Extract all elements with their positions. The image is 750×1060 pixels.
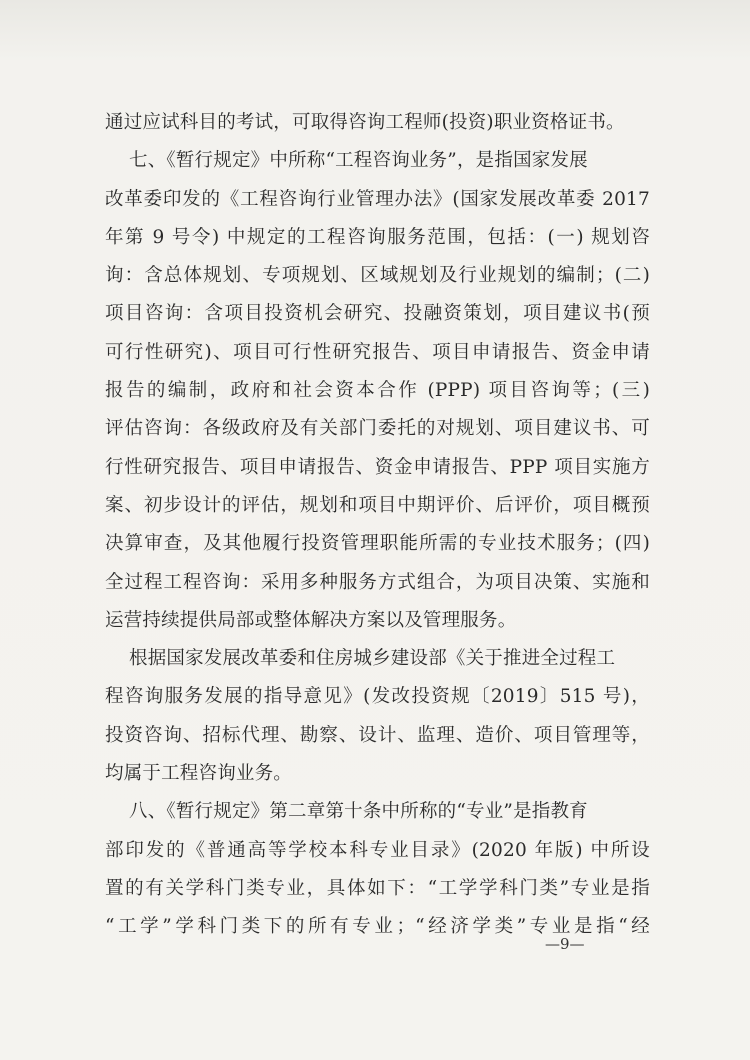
text-line: 报告的编制，政府和社会资本合作 (PPP) 项目咨询等；(三) [105, 380, 650, 402]
text-line: 案、初步设计的评估，规划和项目中期评价、后评价，项目概预 [105, 494, 650, 516]
paragraph-7-start: 七、《暂行规定》中所称“工程咨询业务”，是指国家发展 [129, 150, 588, 172]
text-line: 程咨询服务发展的指导意见》(发改投资规〔2019〕515 号)， [105, 686, 650, 708]
paragraph-8-start: 八、《暂行规定》第二章第十条中所称的“专业”是指教育 [129, 801, 588, 823]
document-body [105, 104, 650, 947]
page-number: —9— [545, 935, 585, 953]
paragraph-guidance-start: 根据国家发展改革委和住房城乡建设部《关于推进全过程工 [129, 648, 616, 670]
text-line: 可行性研究)、项目可行性研究报告、项目申请报告、资金申请 [105, 341, 650, 363]
text-line: 部印发的《普通高等学校本科专业目录》(2020 年版) 中所设 [105, 839, 650, 861]
text-line: 通过应试科目的考试，可取得咨询工程师(投资)职业资格证书。 [105, 112, 625, 133]
text-line: “工学”学科门类下的所有专业；“经济学类”专业是指“经 [105, 916, 650, 938]
text-line: 投资咨询、招标代理、勘察、设计、监理、造价、项目管理等， [105, 724, 650, 746]
text-line: 运营持续提供局部或整体解决方案以及管理服务。 [105, 609, 517, 631]
text-line: 置的有关学科门类专业，具体如下：“工学学科门类”专业是指 [105, 877, 650, 899]
text-line: 行性研究报告、项目申请报告、资金申请报告、PPP 项目实施方 [105, 456, 650, 478]
text-line: 年第 9 号令) 中规定的工程咨询服务范围，包括：(一) 规划咨 [105, 226, 650, 248]
text-line: 询：含总体规划、专项规划、区域规划及行业规划的编制；(二) [105, 265, 650, 287]
text-line: 全过程工程咨询：采用多种服务方式组合，为项目决策、实施和 [105, 571, 650, 593]
text-line: 改革委印发的《工程咨询行业管理办法》(国家发展改革委 2017 [105, 188, 650, 210]
text-line: 均属于工程咨询业务。 [105, 763, 293, 785]
text-line: 决算审查，及其他履行投资管理职能所需的专业技术服务；(四) [105, 533, 650, 555]
text-line: 项目咨询：含项目投资机会研究、投融资策划，项目建议书(预 [105, 303, 650, 325]
text-line: 评估咨询：各级政府及有关部门委托的对规划、项目建议书、可 [105, 418, 650, 440]
